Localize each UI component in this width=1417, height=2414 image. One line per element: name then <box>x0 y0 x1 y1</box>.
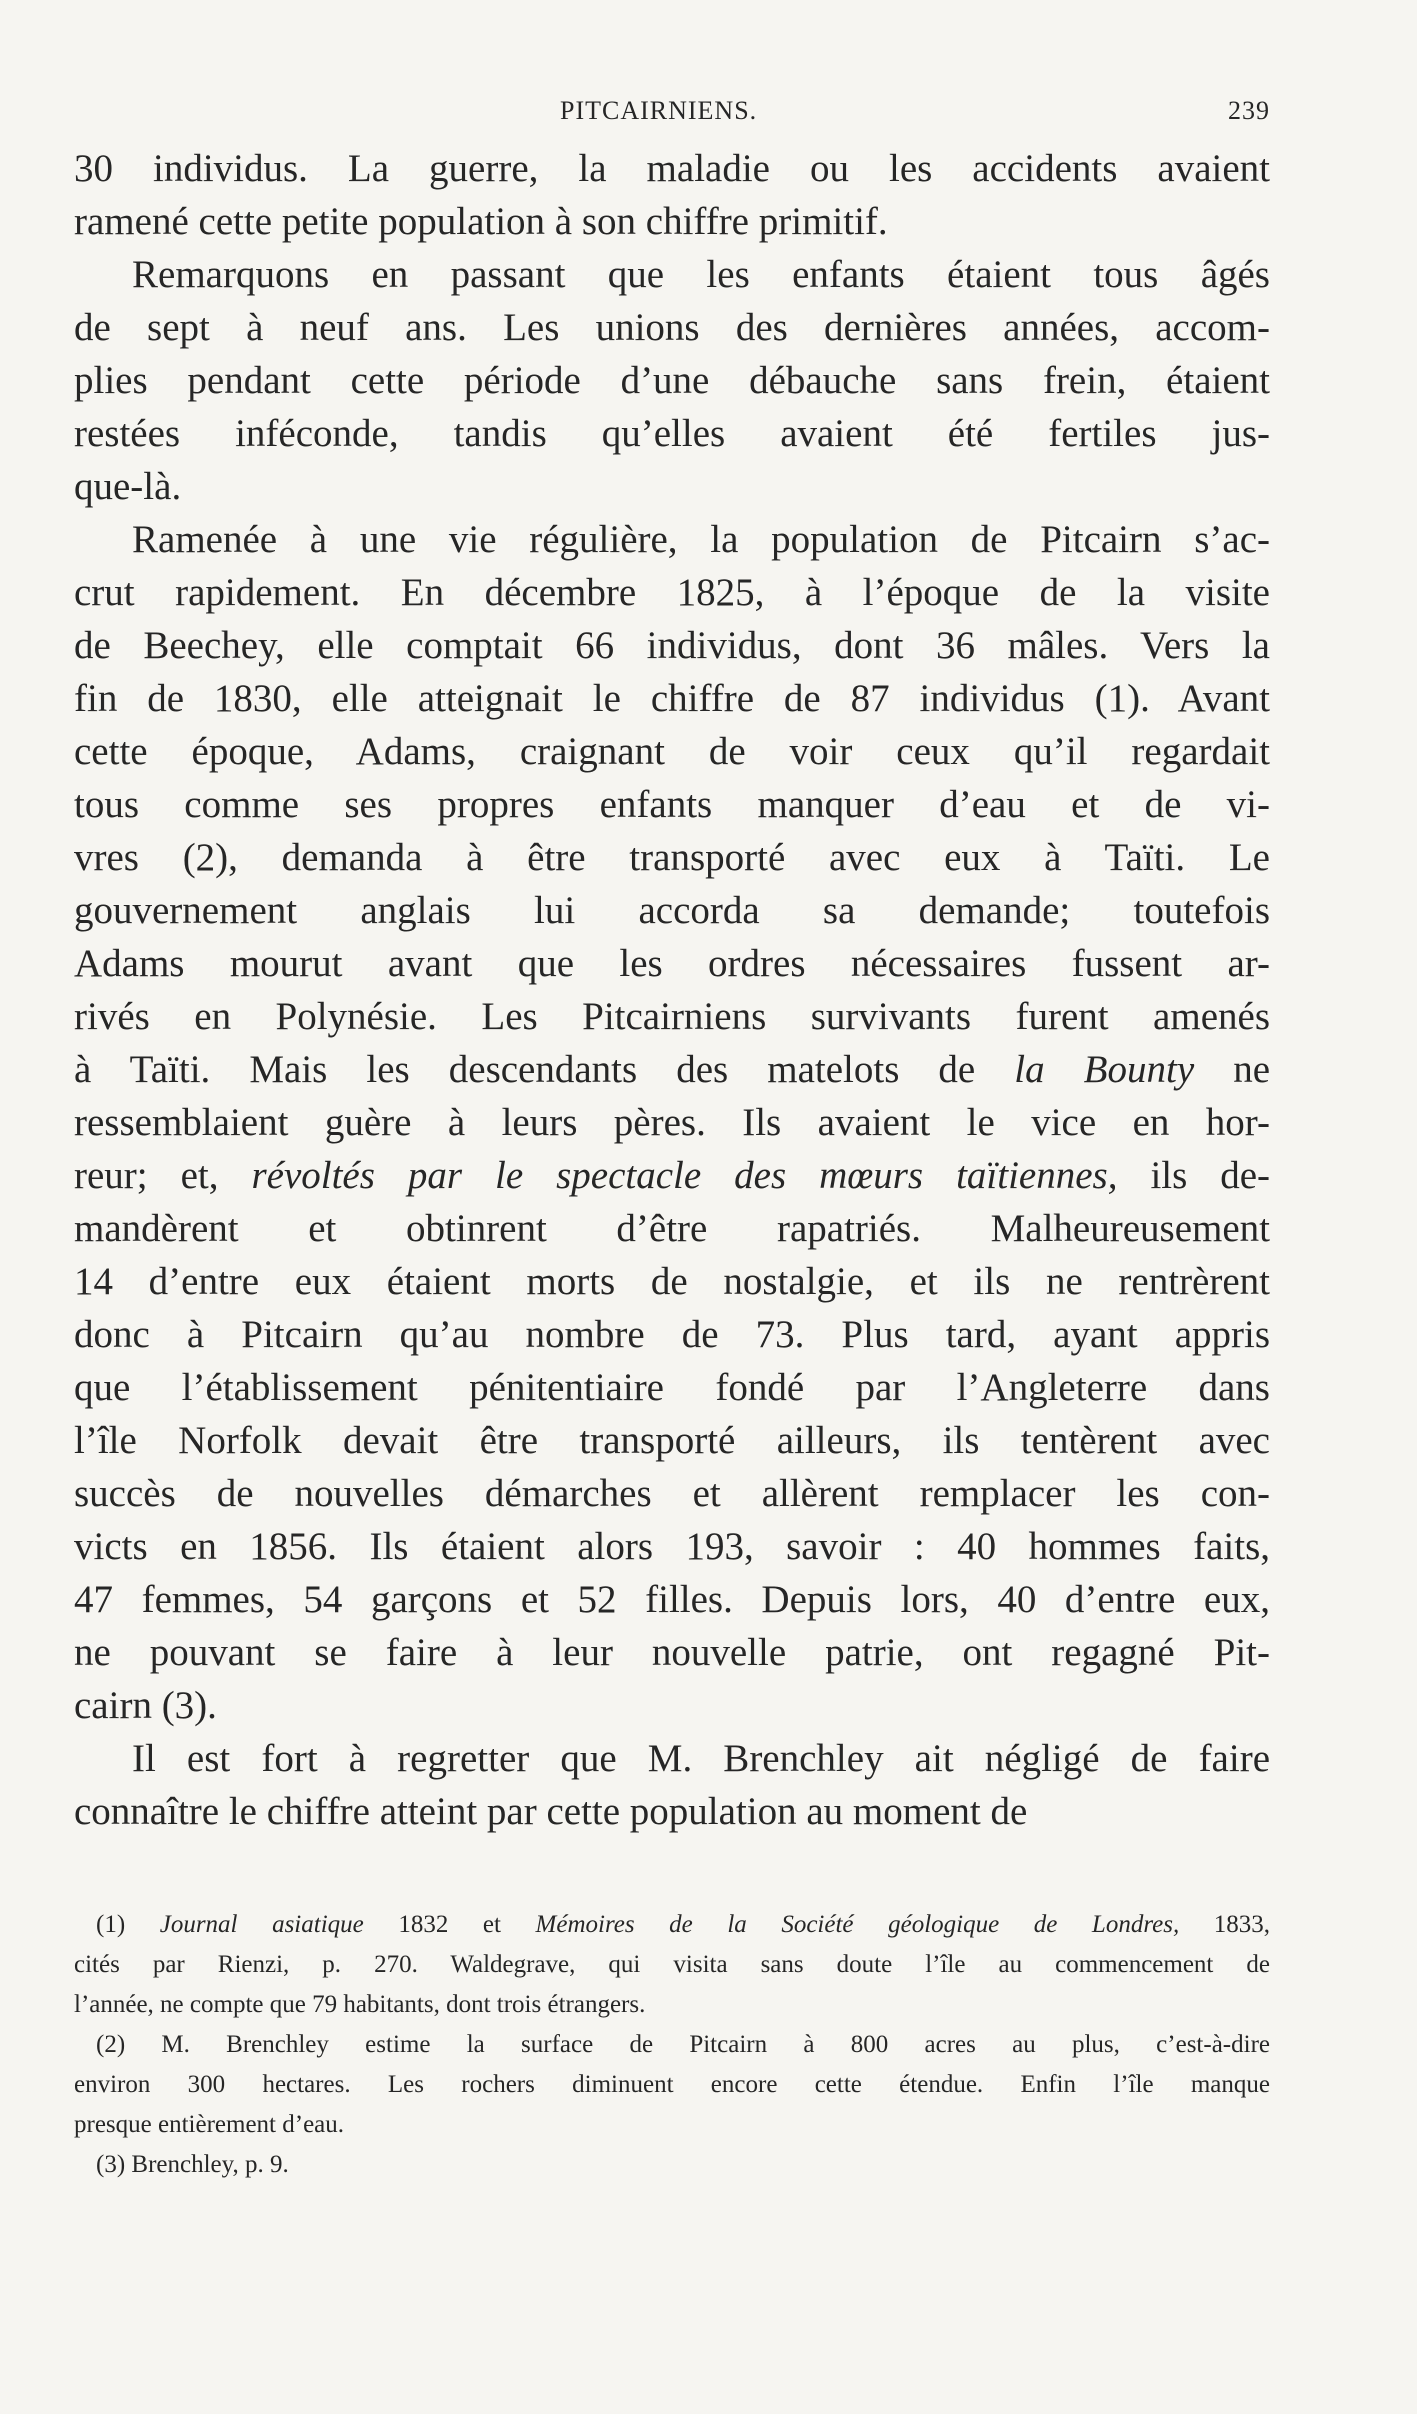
footnote-line: presque entièrement d’eau. <box>74 2111 345 2138</box>
text-line: que-là. <box>74 465 182 508</box>
footnote-line: l’année, ne compte que 79 habitants, dont trois étrangers. <box>74 1991 646 2018</box>
text-segment: 1833, <box>1213 1911 1271 1938</box>
text-line: Ramenée à une vie régulière, la population de Pitcairn s’ac- <box>132 518 1270 561</box>
text-line: crut rapidement. En décembre 1825, à l’époque de la visite <box>74 571 1270 614</box>
footnote-line: environ 300 hectares. Les rochers diminuent encore cette étendue. Enfin l’île manque <box>74 2071 1270 2098</box>
citation-title: Mémoires de la Société géologique de Londres, <box>535 1911 1180 1938</box>
text-line: cette époque, Adams, craignant de voir ceux qu’il regardait <box>74 730 1270 773</box>
citation-title: Journal asiatique <box>159 1911 364 1938</box>
text-line <box>74 1149 1270 1202</box>
text-line: cairn (3). <box>74 1684 217 1727</box>
text-line: donc à Pitcairn qu’au nombre de 73. Plus tard, ayant appris <box>74 1313 1270 1356</box>
text-line: vres (2), demanda à être transporté avec eux à Taïti. Le <box>74 836 1270 879</box>
text-segment: reur; et, <box>74 1154 219 1197</box>
footnotes <box>74 1905 1270 2185</box>
text-segment: 1832 et <box>398 1911 501 1938</box>
text-line: rivés en Polynésie. Les Pitcairniens survivants furent amenés <box>74 995 1270 1038</box>
italic-phrase: révoltés par le spectacle des mœurs taïtiennes, <box>251 1154 1118 1197</box>
text-line: gouvernement anglais lui accorda sa demande; toutefois <box>74 889 1270 932</box>
text-line: Il est fort à regretter que M. Brenchley ait négligé de faire <box>132 1737 1270 1780</box>
running-title: PITCAIRNIENS. <box>560 96 758 125</box>
text-line: 47 femmes, 54 garçons et 52 filles. Depuis lors, 40 d’entre eux, <box>74 1578 1270 1621</box>
text-line: 14 d’entre eux étaient morts de nostalgie, et ils ne rentrèrent <box>74 1260 1270 1303</box>
page-number: 239 <box>1228 96 1270 125</box>
text-line: que l’établissement pénitentiaire fondé par l’Angleterre dans <box>74 1366 1270 1409</box>
footnote-2: (2) M. Brenchley estime la surface de Pitcairn à 800 acres au plus, c’est-à-dire <box>96 2031 1270 2058</box>
text-line: fin de 1830, elle atteignait le chiffre de 87 individus (1). Avant <box>74 677 1270 720</box>
footnote-marker: (1) <box>96 1911 126 1938</box>
text-line: succès de nouvelles démarches et allèrent remplacer les con- <box>74 1472 1270 1515</box>
text-segment: à Taïti. Mais les descendants des matelots de <box>74 1048 976 1091</box>
text-line: victs en 1856. Ils étaient alors 193, savoir : 40 hommes faits, <box>74 1525 1270 1568</box>
text-segment: ils de- <box>1150 1154 1271 1197</box>
text-line: plies pendant cette période d’une débauche sans frein, étaient <box>74 359 1270 402</box>
text-line: Adams mourut avant que les ordres nécessaires fussent ar- <box>74 942 1270 985</box>
text-line: Remarquons en passant que les enfants étaient tous âgés <box>132 253 1270 296</box>
running-header <box>560 96 1270 130</box>
text-line <box>74 1043 1270 1096</box>
footnote-1 <box>74 1905 1270 1945</box>
footnote-line: cités par Rienzi, p. 270. Waldegrave, qui visita sans doute l’île au commencement de <box>74 1951 1270 1978</box>
text-segment: ne <box>1233 1048 1271 1091</box>
text-line: ne pouvant se faire à leur nouvelle patrie, ont regagné Pit- <box>74 1631 1270 1674</box>
footnote-3: (3) Brenchley, p. 9. <box>96 2151 289 2178</box>
text-line: connaître le chiffre atteint par cette population au moment de <box>74 1790 1028 1833</box>
text-line: mandèrent et obtinrent d’être rapatriés. Malheureusement <box>74 1207 1270 1250</box>
text-line: tous comme ses propres enfants manquer d’eau et de vi- <box>74 783 1270 826</box>
text-line: 30 individus. La guerre, la maladie ou les accidents avaient <box>74 147 1270 190</box>
ship-name: la Bounty <box>1014 1048 1195 1091</box>
text-line: l’île Norfolk devait être transporté ailleurs, ils tentèrent avec <box>74 1419 1270 1462</box>
body-text <box>74 142 1270 1838</box>
text-line: de sept à neuf ans. Les unions des dernières années, accom- <box>74 306 1270 349</box>
text-line: ressemblaient guère à leurs pères. Ils avaient le vice en hor- <box>74 1101 1270 1144</box>
text-line: de Beechey, elle comptait 66 individus, dont 36 mâles. Vers la <box>74 624 1270 667</box>
text-line: ramené cette petite population à son chiffre primitif. <box>74 200 888 243</box>
text-line: restées inféconde, tandis qu’elles avaient été fertiles jus- <box>74 412 1270 455</box>
